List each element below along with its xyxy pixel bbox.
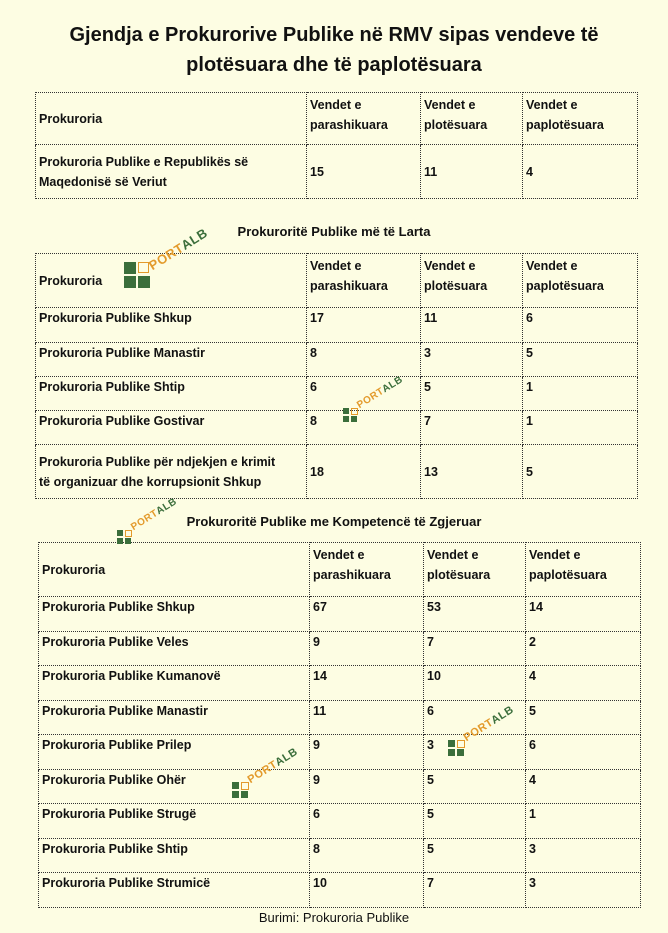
table-header-row [39, 543, 641, 597]
row-filled: 6 [424, 701, 526, 735]
row-filled: 5 [424, 804, 526, 839]
row-unfilled: 1 [523, 411, 638, 445]
row-filled: 3 [424, 735, 526, 770]
table-row [39, 701, 641, 735]
table-row [36, 445, 638, 499]
table-row [39, 632, 641, 666]
watermark-logo: PORTALB [343, 408, 423, 448]
table-row [36, 377, 638, 411]
row-name: Prokuroria Publike Shtip [39, 839, 310, 873]
row-planned: 8 [307, 411, 421, 445]
row-unfilled: 5 [523, 445, 638, 499]
row-planned: 10 [310, 873, 424, 908]
row-planned: 11 [310, 701, 424, 735]
table-row [39, 735, 641, 770]
row-filled: 5 [424, 770, 526, 804]
row-name: Prokuroria Publike Strumicë [39, 873, 310, 908]
row-unfilled: 5 [523, 343, 638, 377]
table-row [36, 411, 638, 445]
row-filled: 10 [424, 666, 526, 701]
table-row [39, 873, 641, 908]
row-name: Prokuroria Publike Ohër [39, 770, 310, 804]
row-filled: 5 [424, 839, 526, 873]
table-row [39, 666, 641, 701]
table-row [39, 839, 641, 873]
row-name: Prokuroria Publike Shkup [39, 597, 310, 632]
row-planned: 18 [307, 445, 421, 499]
table-header-row [36, 93, 638, 145]
header-unfilled: Vendet e paplotësuara [523, 93, 638, 145]
row-planned: 6 [310, 804, 424, 839]
row-planned: 17 [307, 308, 421, 343]
row-planned: 14 [310, 666, 424, 701]
row-planned: 6 [307, 377, 421, 411]
row-name: Prokuroria Publike Shkup [36, 308, 307, 343]
table-row [36, 308, 638, 343]
row-filled: 7 [424, 632, 526, 666]
row-unfilled: 4 [526, 770, 641, 804]
watermark-logo: PORTALB [124, 262, 204, 302]
row-filled: 7 [421, 411, 523, 445]
row-name: Prokuroria Publike Veles [39, 632, 310, 666]
watermark-logo: PORTALB [232, 782, 312, 822]
row-unfilled: 1 [526, 804, 641, 839]
table-row [39, 770, 641, 804]
row-filled: 11 [421, 145, 523, 199]
header-planned: Vendet e parashikuara [310, 543, 424, 597]
row-filled: 7 [424, 873, 526, 908]
row-unfilled: 3 [526, 839, 641, 873]
row-filled: 3 [421, 343, 523, 377]
watermark-logo: PORTALB [117, 530, 197, 570]
title-line-2: plotësuara dhe të paplotësuara [186, 54, 482, 76]
row-name: Prokuroria Publike Kumanovë [39, 666, 310, 701]
table-row [36, 145, 638, 199]
row-planned: 15 [307, 145, 421, 199]
row-name: Prokuroria Publike Prilep [39, 735, 310, 770]
row-filled: 11 [421, 308, 523, 343]
row-unfilled: 4 [523, 145, 638, 199]
table-row [39, 804, 641, 839]
row-unfilled: 4 [526, 666, 641, 701]
header-planned: Vendet e parashikuara [307, 254, 421, 308]
header-filled: Vendet e plotësuara [421, 254, 523, 308]
table-row [39, 597, 641, 632]
row-unfilled: 6 [526, 735, 641, 770]
row-planned: 9 [310, 632, 424, 666]
extended-competence-table [38, 542, 641, 908]
national-prosecution-table [35, 92, 638, 199]
header-filled: Vendet e plotësuara [421, 93, 523, 145]
row-filled: 5 [421, 377, 523, 411]
row-name: Prokuroria Publike Strugë [39, 804, 310, 839]
table-header-row [36, 254, 638, 308]
watermark-logo: PORTALB [448, 740, 528, 780]
row-planned: 9 [310, 770, 424, 804]
row-unfilled: 5 [526, 701, 641, 735]
row-planned: 8 [307, 343, 421, 377]
row-unfilled: 6 [523, 308, 638, 343]
header-prosecution: Prokuroria [36, 93, 307, 145]
row-planned: 9 [310, 735, 424, 770]
row-name: Prokuroria Publike Gostivar [36, 411, 307, 445]
row-name: Prokuroria Publike e Republikës së Maqedonisë së Veriut [36, 145, 307, 199]
header-prosecution: Prokuroria [39, 543, 310, 597]
higher-prosecutions-subtitle: Prokurorit​ë Publike më të Larta [237, 224, 431, 239]
source-note: Burimi: Prokuroria Publike [258, 910, 410, 925]
row-unfilled: 14 [526, 597, 641, 632]
title-line-1: Gjendja e Prokurorive Publike në RMV sipas vendeve të [69, 24, 599, 46]
extended-competence-subtitle: Prokurorit​ë Publike me Kompetencë të Zgjeruar [186, 514, 482, 529]
table-row [36, 343, 638, 377]
row-name: Prokuroria Publike Manastir [36, 343, 307, 377]
header-unfilled: Vendet e paplotësuara [523, 254, 638, 308]
row-planned: 67 [310, 597, 424, 632]
row-filled: 13 [421, 445, 523, 499]
row-name: Prokuroria Publike Manastir [39, 701, 310, 735]
row-unfilled: 2 [526, 632, 641, 666]
row-unfilled: 3 [526, 873, 641, 908]
header-unfilled: Vendet e paplotësuara [526, 543, 641, 597]
row-planned: 8 [310, 839, 424, 873]
header-planned: Vendet e parashikuara [307, 93, 421, 145]
page-title [0, 20, 668, 80]
header-filled: Vendet e plotësuara [424, 543, 526, 597]
row-name: Prokuroria Publike për ndjekjen e krimit të organizuar dhe korrupsionit Shkup [36, 445, 307, 499]
header-prosecution: Prokuroria [36, 254, 307, 308]
row-name: Prokuroria Publike Shtip [36, 377, 307, 411]
row-unfilled: 1 [523, 377, 638, 411]
higher-prosecutions-table [35, 253, 638, 499]
row-filled: 53 [424, 597, 526, 632]
